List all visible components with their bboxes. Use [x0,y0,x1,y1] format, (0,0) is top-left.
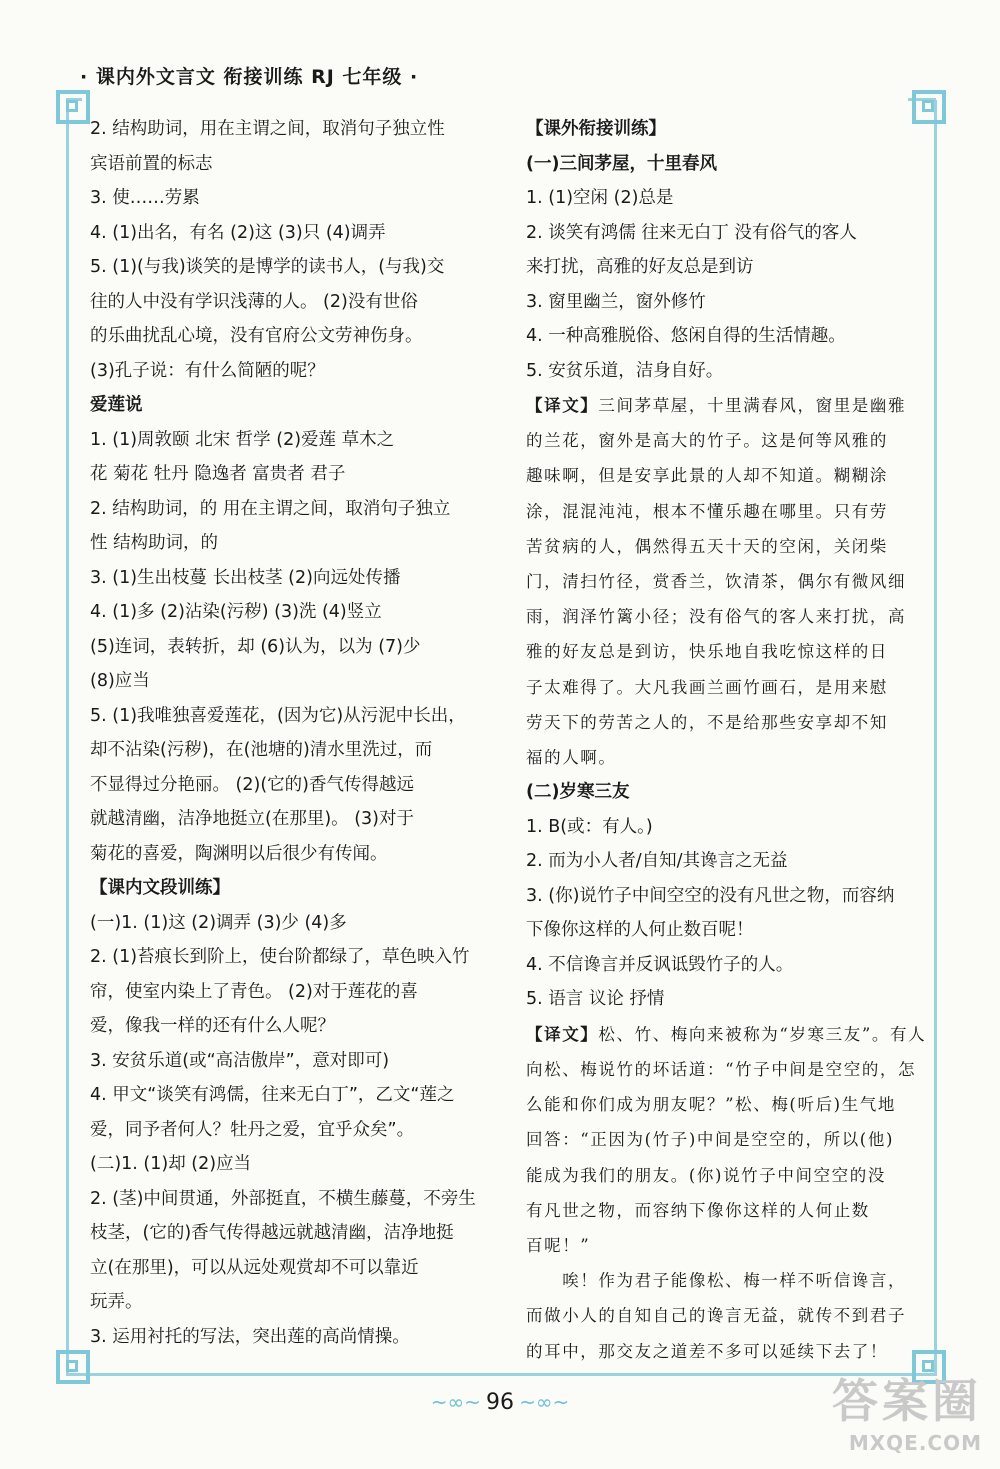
translation-line [526,1263,918,1298]
translation-line [526,423,918,458]
translation-text: 的兰花，窗外是高大的竹子。这是何等风雅的 [526,431,888,451]
answer-line: (3)孔子说：有什么简陋的呢？ [90,360,325,381]
answer-line: 的乐曲扰乱心境，没有官府公文劳神伤身。 [90,326,423,346]
translation-line [526,1052,918,1087]
answer-line: 3. (1)生出枝蔓 长出枝茎 (2)向远处传播 [90,567,401,588]
swirl-ornament-icon: ~∞~ [519,1390,570,1414]
translation-text: 有凡世之物，而容纳下像你这样的人何止数 [526,1200,870,1220]
translation-text: 而做小人的自知自己的谗言无益，就传不到君子 [526,1306,907,1326]
frame-left-line [66,100,69,1375]
answer-line: 3. 安贫乐道(或“高洁傲岸”，意对即可) [90,1050,390,1071]
translation-text: 能成为我们的朋友。(你)说竹子中间空空的没 [526,1165,886,1185]
answer-line: 3. (你)说竹子中间空空的没有凡世之物，而容纳 [526,885,895,906]
translation-line [526,388,918,423]
answer-line: 就越清幽，洁净地挺立(在那里)。 (3)对于 [90,809,415,829]
answer-line: 2. 结构助词，的 用在主谓之间，取消句子独立 [90,498,451,519]
translation-text: 苦贫病的人，偶然得五天十天的空闲，关闭柴 [526,536,888,556]
answer-line: 4. 甲文“谈笑有鸿儒，往来无白丁”，乙文“莲之 [90,1085,455,1105]
page-number: 96 [486,1390,514,1415]
answer-line: 性 结构助词，的 [90,533,219,553]
answer-line: 1. (1)空闲 (2)总是 [526,188,674,208]
answer-line: 花 菊花 牡丹 隐逸者 富贵者 君子 [90,464,346,484]
translation-text: 回答：“正因为(竹子)中间是空空的，所以(他) [526,1130,894,1150]
section-heading: 【课内文段训练】 [90,878,230,898]
answer-line: 来打扰，高雅的好友总是到访 [526,257,754,277]
answer-line: 2. 结构助词，用在主谓之间，取消句子独立性 [90,119,445,139]
answer-line: 2. 谈笑有鸿儒 往来无白丁 没有俗气的客人 [526,222,857,243]
answer-line: 往的人中没有学识浅薄的人。 (2)没有世俗 [90,291,418,312]
frame-bottom-line [66,1373,937,1376]
translation-line [526,1228,918,1263]
translation-tag: 【译文】 [526,1024,599,1044]
translation-line [526,1298,918,1333]
section-heading: (二)岁寒三友 [526,782,630,803]
frame-corner-ornament [56,1350,90,1384]
translation-text: 福的人啊。 [526,748,617,768]
swirl-ornament-icon: ~∞~ [430,1390,481,1414]
translation-line [526,564,918,599]
translation-text: 雅的好友总是到访，快乐地自我吃惊这样的日 [526,642,888,662]
section-heading: (一)三间茅屋，十里春风 [526,153,717,174]
answer-line: 5. 安贫乐道，洁身自好。 [526,360,724,381]
answer-line: 帘，使室内染上了青色。 (2)对于莲花的喜 [90,981,418,1002]
translation-text: 百呢！” [526,1235,591,1255]
answer-line: 4. 不信谗言并反讽诋毁竹子的人。 [526,954,794,975]
translation-line [526,740,918,775]
translation-text: 子太难得了。大凡我画兰画竹画石，是用来慰 [526,677,888,697]
answer-line: 3. 使……劳累 [90,188,200,208]
answer-line: 2. (1)苔痕长到阶上，使台阶都绿了，草色映入竹 [90,947,470,967]
answer-line: 4. 一种高雅脱俗、悠闲自得的生活情趣。 [526,326,846,346]
translation-line [526,1087,918,1122]
right-answer-column [526,112,927,1369]
frame-right-line [934,100,937,1375]
translation-text: 趣味啊，但是安享此景的人却不知道。糊糊涂 [526,466,888,486]
answer-line: 爱，同予者何人？牡丹之爱，宜乎众矣”。 [90,1119,415,1140]
watermark-logo-text: 答案圈 [832,1374,982,1428]
translation-line [526,458,918,493]
translation-text: 门，清扫竹径，赏香兰，饮清茶，偶尔有微风细 [526,572,907,592]
answer-line: (一)1. (1)这 (2)调弄 (3)少 (4)多 [90,912,347,933]
watermark [832,1365,982,1455]
translation-line [526,1122,918,1157]
translation-line [526,634,918,669]
translation-text: 的耳中，那交友之道差不多可以延续下去了！ [526,1341,888,1361]
translation-text: 松、竹、梅向来被称为“岁寒三友”。有人 [598,1024,927,1044]
book-header: · 课内外文言文 衔接训练 RJ 七年级 · [80,66,419,88]
answer-line: 4. (1)出名，有名 (2)这 (3)只 (4)调弄 [90,222,386,243]
answer-line: 却不沾染(污秽)，在(池塘的)清水里洗过，而 [90,740,433,760]
translation-text: 三间茅草屋，十里满春风，窗里是幽雅 [598,396,907,415]
answer-line: 1. (1)周敦颐 北宋 哲学 (2)爱莲 草木之 [90,429,395,450]
translation-tag: 【译文】 [526,396,599,415]
answer-line: 菊花的喜爱，陶渊明以后很少有传闻。 [90,843,388,864]
watermark-url: MXQE.COM [848,1431,982,1455]
translation-text: 劳天下的劳苦之人的，不是给那些安享却不知 [526,712,888,732]
answer-line: (8)应当 [90,671,150,691]
answer-line: 枝茎，(它的)香气传得越远就越清幽，洁净地挺 [90,1223,454,1243]
answer-line: 5. (1)我唯独喜爱莲花，(因为它)从污泥中长出， [90,705,466,726]
answer-line: 3. 窗里幽兰，窗外修竹 [526,291,706,312]
answer-line: (二)1. (1)却 (2)应当 [90,1154,252,1174]
translation-line [526,1193,918,1228]
answer-line: 宾语前置的标志 [90,153,213,174]
answer-line: 不显得过分艳丽。 (2)(它的)香气传得越远 [90,774,415,795]
translation-text: 涂，混混沌沌，根本不懂乐趣在哪里。只有劳 [526,501,888,521]
translation-line [526,670,918,705]
translation-line [526,599,918,634]
translation-text: 么能和你们成为朋友呢？”松、梅(听后)生气地 [526,1095,897,1115]
answer-line: 立(在那里)，可以从远处观赏却不可以靠近 [90,1257,419,1278]
section-heading: 【课外衔接训练】 [526,119,666,139]
translation-line [526,494,918,529]
answer-line: 5. 语言 议论 抒情 [526,989,665,1010]
translation-text: 唉！作为君子能像松、梅一样不听信谗言， [526,1271,907,1291]
answer-line: (5)连词，表转折，却 (6)认为，以为 (7)少 [90,636,421,657]
answer-line: 玩弄。 [90,1292,143,1312]
translation-line [526,1158,918,1193]
frame-corner-ornament [56,90,90,124]
translation-line [526,705,918,740]
answer-line: 下像你这样的人何止数百呢！ [526,920,754,941]
translation-text: 雨，润泽竹篱小径；没有俗气的客人来打扰，高 [526,607,907,627]
answer-line: 爱，像我一样的还有什么人呢？ [90,1016,335,1036]
answer-line: 3. 运用衬托的写法，突出莲的高尚情操。 [90,1326,410,1347]
translation-line [526,529,918,564]
answer-line: 2. 而为小人者/自知/其谗言之无益 [526,851,788,872]
translation-line [526,1334,918,1369]
answer-line: 1. B(或：有人。) [526,816,653,837]
answer-line: 2. (茎)中间贯通，外部挺直，不横生藤蔓，不旁生 [90,1188,476,1209]
answer-line: 4. (1)多 (2)沾染(污秽) (3)洗 (4)竖立 [90,602,382,622]
left-answer-column [90,112,500,1354]
translation-line [526,1017,927,1052]
section-heading: 爱莲说 [90,395,143,415]
answer-line: 5. (1)(与我)谈笑的是博学的读书人，(与我)交 [90,257,445,277]
translation-text: 向松、梅说竹的坏话道：“竹子中间是空空的，怎 [526,1059,917,1079]
